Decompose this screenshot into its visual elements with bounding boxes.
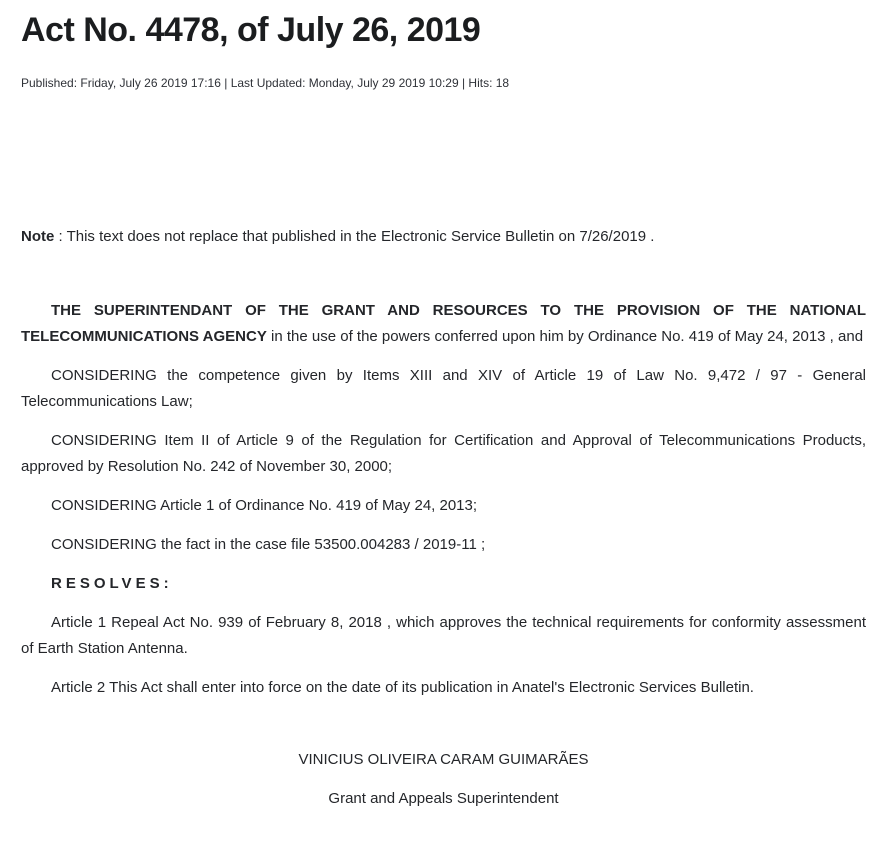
considering-paragraph: CONSIDERING Item II of Article 9 of the Regulation for Certification and Approval of Telecommunications Products, approved by Resolution No. 242 of November 30, 2000; [21,432,866,475]
page-title: Act No. 4478, of July 26, 2019 [21,11,481,49]
signature-role: Grant and Appeals Superintendent [328,790,559,807]
preamble-paragraph [21,298,866,350]
note-paragraph [21,224,866,250]
note-label: Note [21,228,55,245]
resolves-heading: RESOLVES: [51,575,173,592]
note-text: : This text does not replace that published in the Electronic Service Bulletin on 7/26/2019 . [54,228,655,245]
considering-paragraph: CONSIDERING Article 1 of Ordinance No. 419 of May 24, 2013; [51,497,478,514]
article-meta: Published: Friday, July 26 2019 17:16 | Last Updated: Monday, July 29 2019 10:29 | Hits: 18 [21,76,510,90]
signature-name: VINICIUS OLIVEIRA CARAM GUIMARÃES [298,751,589,768]
article-paragraph: Article 1 Repeal Act No. 939 of February 8, 2018 , which approves the technical requirements for conformity assessment of Earth Station Antenna. [21,614,866,657]
considering-paragraph: CONSIDERING the fact in the case file 53500.004283 / 2019-11 ; [51,536,486,553]
article-paragraph: Article 2 This Act shall enter into force on the date of its publication in Anatel's Electronic Services Bulletin. [51,679,754,696]
preamble-bold-text: THE SUPERINTENDANT OF THE GRANT AND RESOURCES TO THE PROVISION OF THE NATIONAL TELECOMMUNICATIONS AGENCY [21,302,866,345]
considering-paragraph: CONSIDERING the competence given by Items XIII and XIV of Article 19 of Law No. 9,472 / 97 - General Telecommunications Law; [21,367,866,410]
preamble-rest-text: in the use of the powers conferred upon him by Ordinance No. 419 of May 24, 2013 , and [266,328,864,345]
